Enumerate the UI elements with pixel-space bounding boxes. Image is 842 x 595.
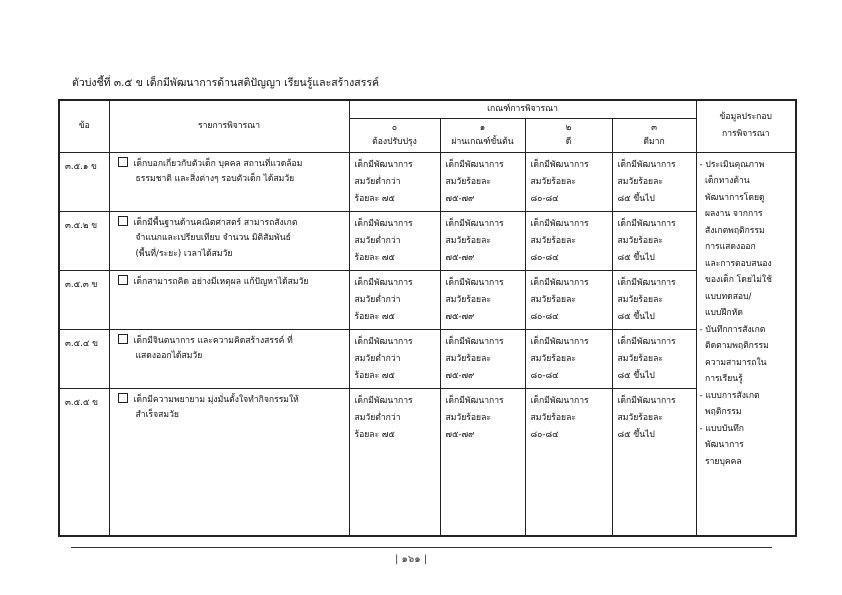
info-text: ของเด็ก โดยไม่ใช้ xyxy=(699,275,772,285)
item-text: เด็กบอกเกี่ยวกับตัวเด็ก บุคคล สถานที่แวดล้อม xyxy=(133,158,303,169)
header-level xyxy=(612,118,696,152)
criteria-text: เด็กมีพัฒนาการ xyxy=(530,159,589,170)
criteria-cell xyxy=(349,270,440,329)
header-info-label: ข้อมูลประกอบการพิจารณา xyxy=(719,112,773,140)
info-text: การแสดงออก xyxy=(699,242,756,252)
item-text-line xyxy=(118,393,345,409)
checkbox[interactable] xyxy=(118,275,128,285)
criteria-text: สมวัยร้อยละ xyxy=(445,412,491,423)
criteria-text: สมวัยร้อยละ xyxy=(617,294,663,305)
criteria-text: เด็กมีพัฒนาการ xyxy=(617,218,676,229)
info-text: พฤติกรรม xyxy=(699,407,742,417)
criteria-text: ๘๐-๘๔ xyxy=(530,311,559,322)
header-criteria-group: เกณฑ์การพิจารณา xyxy=(349,100,696,118)
checkbox[interactable] xyxy=(118,334,128,344)
item-text: แสดงออกได้สมวัย xyxy=(135,351,203,361)
criteria-text: เด็กมีพัฒนาการ xyxy=(445,336,504,347)
criteria-cell xyxy=(349,388,440,536)
criteria-text: ๘๕ ขึ้นไป xyxy=(617,370,655,381)
criteria-text: สมวัยร้อยละ xyxy=(617,353,663,364)
criteria-text: เด็กมีพัฒนาการ xyxy=(530,336,589,347)
table-row xyxy=(59,388,796,536)
row-number: ๓.๕.๔ ข xyxy=(59,329,109,388)
criteria-cell xyxy=(612,152,696,211)
table-row xyxy=(59,211,796,270)
checkbox[interactable] xyxy=(118,216,128,226)
criteria-text: เด็กมีพัฒนาการ xyxy=(530,395,589,406)
level-label: ผ่านเกณฑ์ขั้นต้น xyxy=(451,137,514,147)
info-text: แบบฝึกหัด xyxy=(699,308,743,318)
criteria-text: สมวัยร้อยละ xyxy=(445,353,491,364)
criteria-text: ๗๕-๗๙ xyxy=(445,311,475,322)
row-item xyxy=(109,270,349,329)
evaluation-table xyxy=(58,99,797,537)
criteria-text: เด็กมีพัฒนาการ xyxy=(530,218,589,229)
header-level xyxy=(525,118,612,152)
table-row xyxy=(59,329,796,388)
criteria-text: สมวัยร้อยละ xyxy=(617,412,663,423)
level-score: ๓ xyxy=(651,123,657,133)
criteria-cell xyxy=(525,388,612,536)
criteria-cell xyxy=(440,329,525,388)
criteria-text: สมวัยต่ำกว่า xyxy=(354,235,401,246)
criteria-text: เด็กมีพัฒนาการ xyxy=(617,395,676,406)
row-item xyxy=(109,211,349,270)
item-text: เด็กมีความพยายาม มุ่งมั่นตั้งใจทำกิจกรรมให้ xyxy=(133,394,299,405)
row-item xyxy=(109,388,349,536)
info-text: ผลงาน จากการ xyxy=(699,209,763,219)
item-text: เด็กสามารถคิด อย่างมีเหตุผล แก้ปัญหาได้สมวัย xyxy=(133,276,309,287)
criteria-text: สมวัยร้อยละ xyxy=(530,176,576,187)
criteria-text: เด็กมีพัฒนาการ xyxy=(617,159,676,170)
item-text: เด็กมีจินตนาการ และความคิดสร้างสรรค์ ที่ xyxy=(133,335,293,346)
criteria-cell xyxy=(612,329,696,388)
criteria-text: ๗๕-๗๙ xyxy=(445,193,475,204)
item-text-line xyxy=(118,172,345,188)
info-text: - แบบการสังเกต xyxy=(699,390,760,401)
item-text: (พื้นที่/ระยะ) เวลาได้สมวัย xyxy=(135,248,233,259)
criteria-text: ร้อยละ ๗๕ xyxy=(354,311,395,322)
criteria-cell xyxy=(440,270,525,329)
checkbox[interactable] xyxy=(118,157,128,167)
criteria-cell xyxy=(440,211,525,270)
criteria-text: เด็กมีพัฒนาการ xyxy=(354,336,413,347)
criteria-text: สมวัยต่ำกว่า xyxy=(354,294,401,305)
info-text: พัฒนาการโดยดู xyxy=(699,192,765,203)
level-score: ๑ xyxy=(479,123,486,133)
criteria-text: ๗๕-๗๙ xyxy=(445,370,475,381)
criteria-text: ร้อยละ ๗๕ xyxy=(354,252,395,263)
page-number: | ๑๖๑ | xyxy=(395,554,428,565)
header-item: รายการพิจารณา xyxy=(109,100,349,152)
criteria-text: สมวัยร้อยละ xyxy=(530,353,576,364)
level-label: ดีมาก xyxy=(643,137,665,147)
info-text: การเรียนรู้ xyxy=(699,374,743,384)
criteria-text: ๘๐-๘๔ xyxy=(530,193,559,204)
item-text: จำแนกและเปรียบเทียบ จำนวน มิติสัมพันธ์ xyxy=(135,233,291,243)
criteria-cell xyxy=(440,152,525,211)
criteria-text: ร้อยละ ๗๕ xyxy=(354,429,395,440)
item-text-line xyxy=(118,275,345,291)
criteria-text: ๗๕-๗๙ xyxy=(445,429,475,440)
item-text-line xyxy=(118,408,345,424)
criteria-text: เด็กมีพัฒนาการ xyxy=(354,395,413,406)
criteria-text: ๘๕ ขึ้นไป xyxy=(617,252,655,263)
criteria-text: สมวัยร้อยละ xyxy=(445,294,491,305)
criteria-text: เด็กมีพัฒนาการ xyxy=(354,277,413,288)
item-text-line xyxy=(118,334,345,350)
criteria-text: เด็กมีพัฒนาการ xyxy=(354,159,413,170)
info-text: สังเกตพฤติกรรม xyxy=(699,225,765,236)
item-text-line xyxy=(118,247,345,263)
item-text-line xyxy=(118,231,345,247)
level-label: ดี xyxy=(565,137,572,147)
criteria-text: สมวัยร้อยละ xyxy=(530,294,576,305)
criteria-text: เด็กมีพัฒนาการ xyxy=(617,336,676,347)
criteria-text: เด็กมีพัฒนาการ xyxy=(617,277,676,288)
criteria-text: สมวัยร้อยละ xyxy=(617,176,663,187)
criteria-text: สมวัยร้อยละ xyxy=(445,176,491,187)
item-text: สำเร็จสมวัย xyxy=(135,410,179,420)
info-text: ติดตามพฤติกรรม xyxy=(699,341,769,351)
criteria-text: ๘๕ ขึ้นไป xyxy=(617,193,655,204)
criteria-text: สมวัยต่ำกว่า xyxy=(354,176,401,187)
header-no: ข้อ xyxy=(59,100,109,152)
criteria-text: ร้อยละ ๗๕ xyxy=(354,193,395,204)
criteria-text: สมวัยร้อยละ xyxy=(530,412,576,423)
item-text-line xyxy=(118,349,345,365)
level-label: ต้องปรับปรุง xyxy=(372,137,417,147)
criteria-text: ๘๐-๘๔ xyxy=(530,429,559,440)
criteria-text: ๘๕ ขึ้นไป xyxy=(617,311,655,322)
criteria-text: สมวัยต่ำกว่า xyxy=(354,412,401,423)
criteria-cell xyxy=(612,211,696,270)
info-text: แบบทดสอบ/ xyxy=(699,291,752,302)
info-cell xyxy=(696,152,796,536)
criteria-cell xyxy=(525,211,612,270)
header-level xyxy=(349,118,440,152)
row-number: ๓.๕.๑ ข xyxy=(59,152,109,211)
level-score: ๐ xyxy=(391,123,398,133)
row-item xyxy=(109,329,349,388)
criteria-text: สมวัยร้อยละ xyxy=(617,235,663,246)
criteria-text: ๘๐-๘๔ xyxy=(530,370,559,381)
row-number: ๓.๕.๓ ข xyxy=(59,270,109,329)
table-row xyxy=(59,270,796,329)
info-text: ความสามารถใน xyxy=(699,357,767,368)
criteria-text: เด็กมีพัฒนาการ xyxy=(445,218,504,229)
item-text: เด็กมีพื้นฐานด้านคณิตศาสตร์ สามารถสังเกต xyxy=(133,217,298,228)
criteria-text: เด็กมีพัฒนาการ xyxy=(530,277,589,288)
info-text: - แบบบันทึก xyxy=(699,423,745,434)
criteria-cell xyxy=(525,270,612,329)
level-score: ๒ xyxy=(565,123,572,133)
criteria-text: ร้อยละ ๗๕ xyxy=(354,370,395,381)
info-text: รายบุคคล xyxy=(699,456,742,467)
info-text: - บันทึกการสังเกต xyxy=(699,324,766,335)
criteria-cell xyxy=(525,329,612,388)
info-text: และการตอบสนอง xyxy=(699,258,772,269)
footer-divider xyxy=(71,547,772,548)
criteria-cell xyxy=(525,152,612,211)
checkbox[interactable] xyxy=(118,393,128,403)
header-level xyxy=(440,118,525,152)
row-number: ๓.๕.๕ ข xyxy=(59,388,109,536)
header-info xyxy=(696,100,796,152)
criteria-text: ๘๐-๘๔ xyxy=(530,252,559,263)
info-text: พัฒนาการ xyxy=(699,440,744,450)
criteria-cell xyxy=(440,388,525,536)
item-text-line xyxy=(118,157,345,173)
criteria-cell xyxy=(349,329,440,388)
item-text: ธรรมชาติ และสิ่งต่างๆ รอบตัวเด็ก ได้สมวัย xyxy=(135,174,295,184)
criteria-cell xyxy=(612,270,696,329)
criteria-cell xyxy=(349,152,440,211)
criteria-text: เด็กมีพัฒนาการ xyxy=(354,218,413,229)
page-title: ตัวบ่งชี้ที่ ๓.๕ ข เด็กมีพัฒนาการด้านสติปัญญา เรียนรู้และสร้างสรรค์ xyxy=(72,77,380,89)
criteria-text: เด็กมีพัฒนาการ xyxy=(445,277,504,288)
criteria-cell xyxy=(612,388,696,536)
row-item xyxy=(109,152,349,211)
criteria-cell xyxy=(349,211,440,270)
info-text: เด็กทางด้าน xyxy=(699,176,750,186)
criteria-text: ๗๕-๗๙ xyxy=(445,252,475,263)
criteria-text: เด็กมีพัฒนาการ xyxy=(445,159,504,170)
criteria-text: สมวัยร้อยละ xyxy=(530,235,576,246)
row-number: ๓.๕.๒ ข xyxy=(59,211,109,270)
criteria-text: สมวัยร้อยละ xyxy=(445,235,491,246)
criteria-text: เด็กมีพัฒนาการ xyxy=(445,395,504,406)
criteria-text: ๘๕ ขึ้นไป xyxy=(617,429,655,440)
item-text-line xyxy=(118,216,345,232)
criteria-text: สมวัยต่ำกว่า xyxy=(354,353,401,364)
table-row xyxy=(59,152,796,211)
info-text: - ประเมินคุณภาพ xyxy=(699,159,765,170)
